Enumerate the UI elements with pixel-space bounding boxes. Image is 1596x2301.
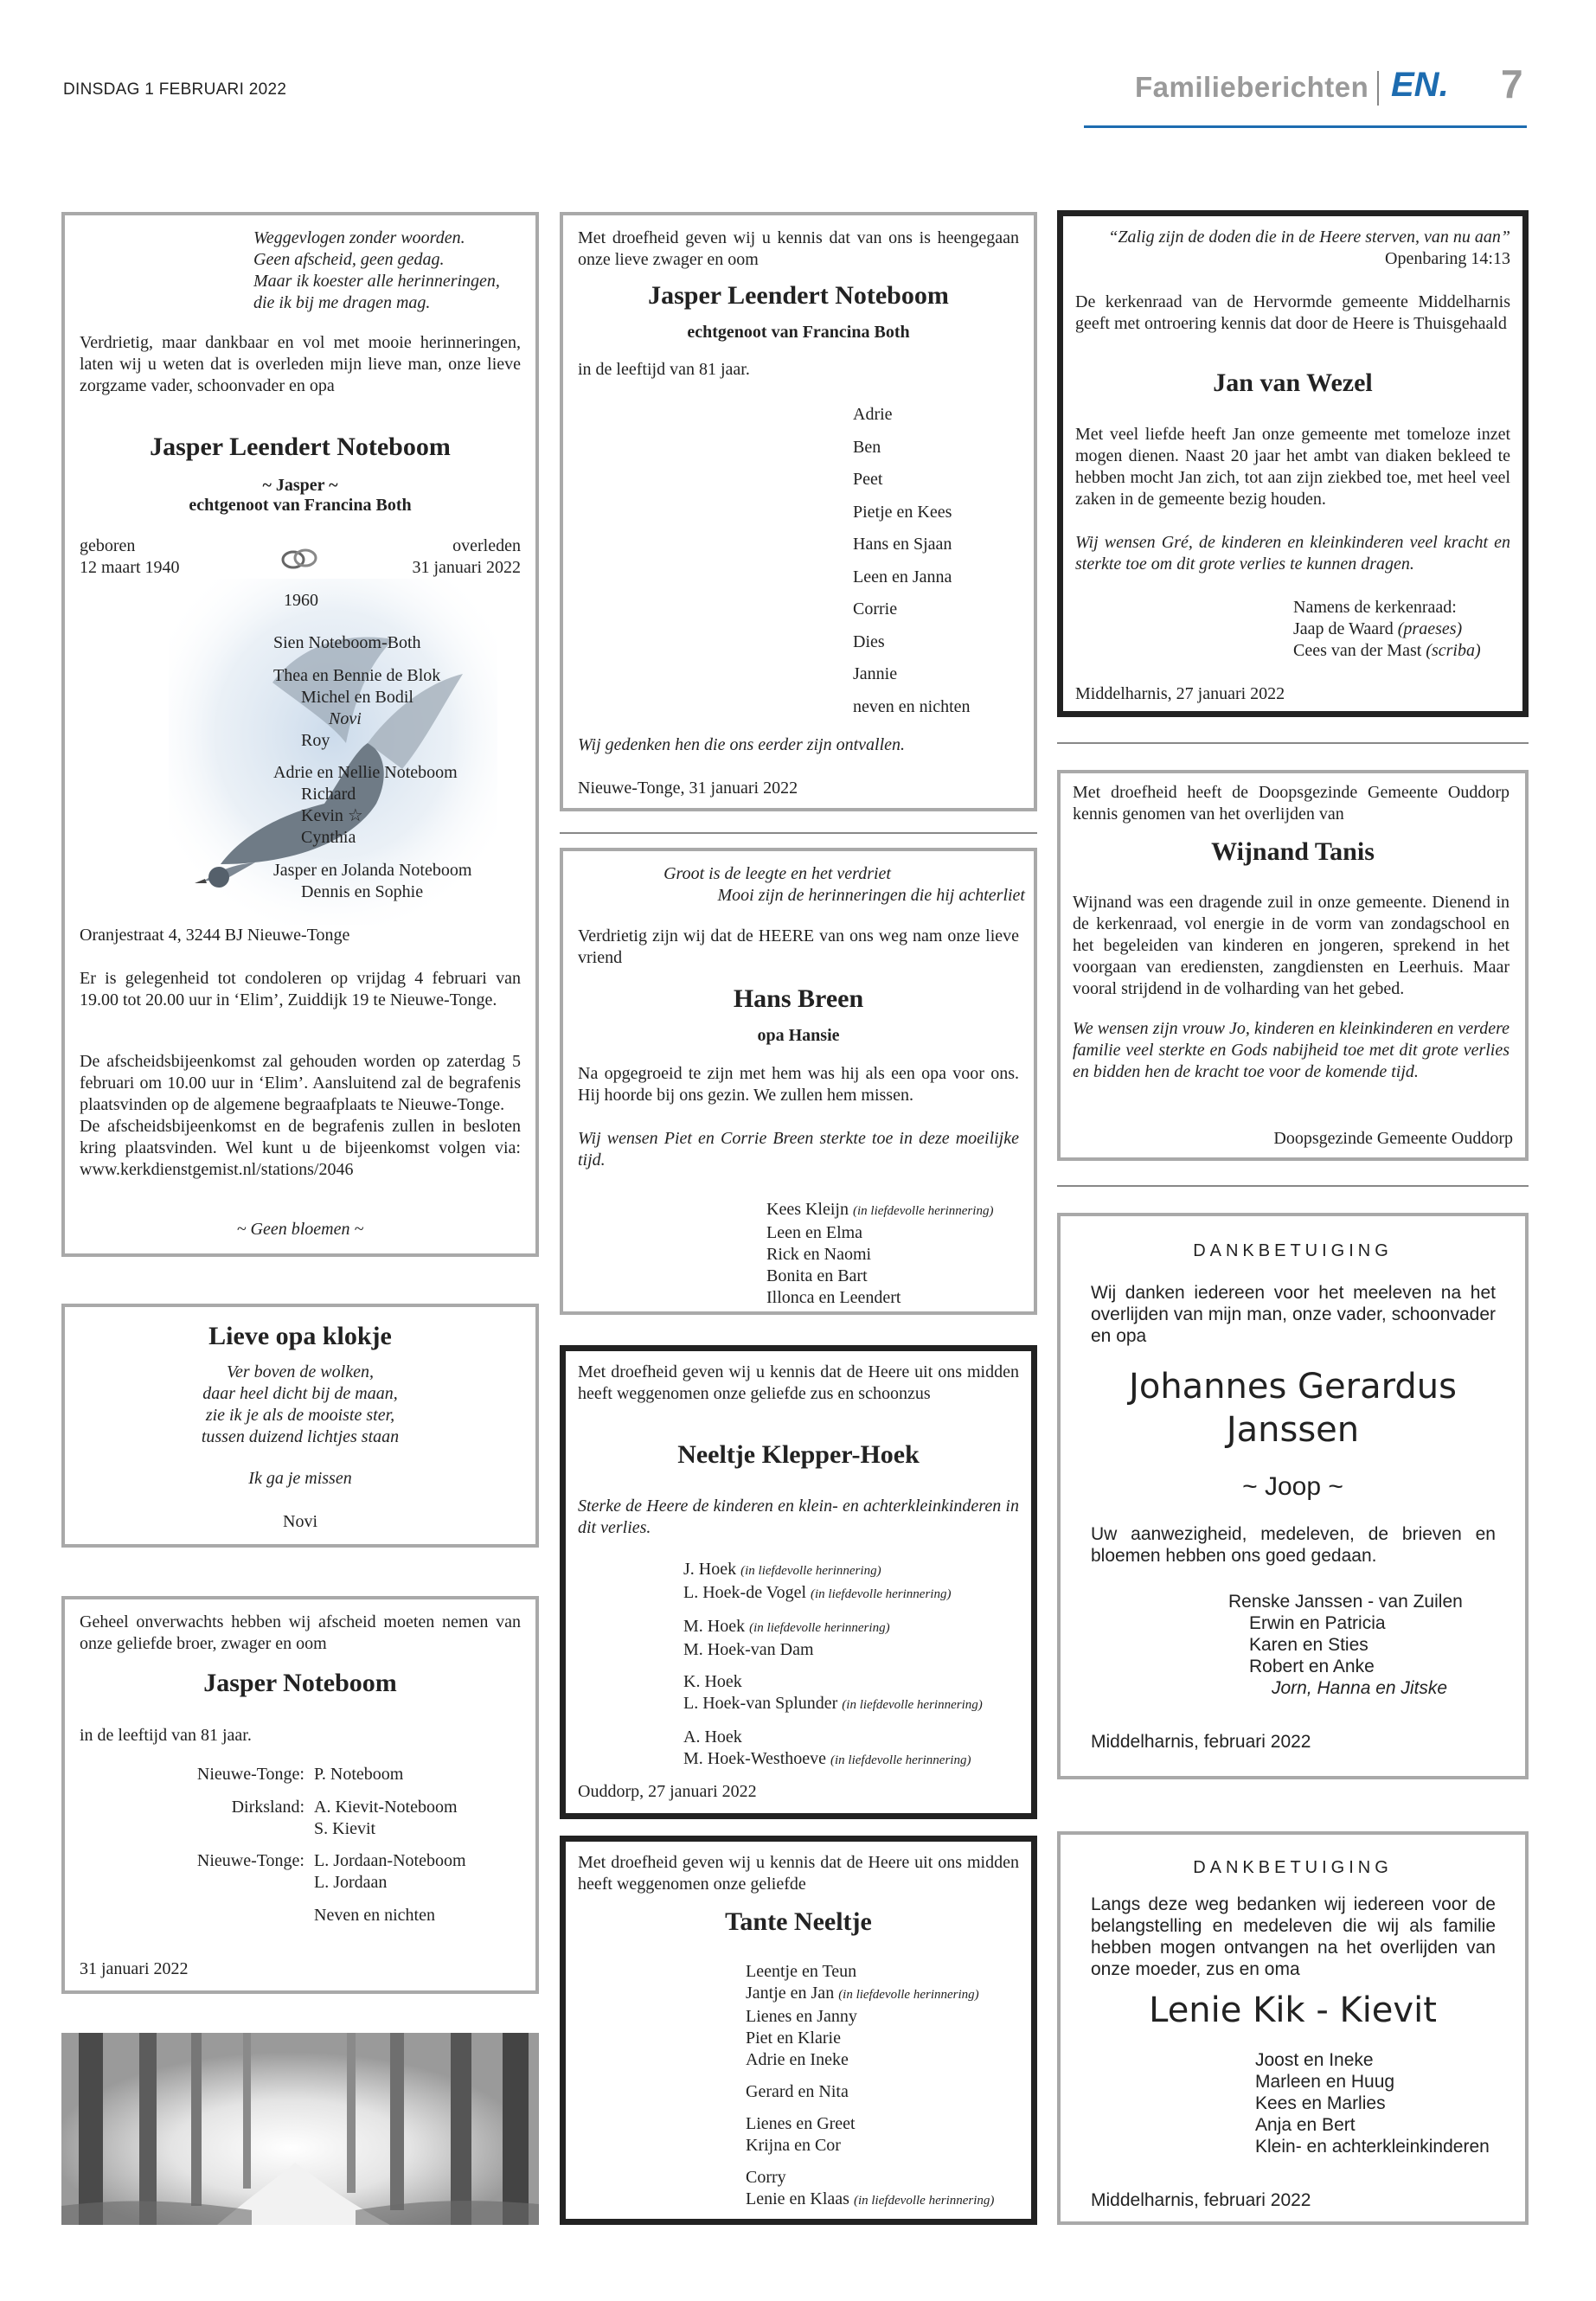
memory-note: (in liefdevolle herinnering) (853, 2194, 995, 2208)
age-line: in de leeftijd van 81 jaar. (578, 360, 750, 379)
signature: Doopsgezinde Gemeente Ouddorp (1273, 1129, 1513, 1148)
married-year: 1960 (284, 591, 318, 610)
deceased-name-first: Johannes Gerardus (1129, 1367, 1457, 1407)
poem-line: die ik bij me dragen mag. (253, 293, 431, 312)
header-divider (1377, 71, 1379, 106)
relative-name: L. Hoek-van Splunder (in liefdevolle herinnering) (683, 1694, 983, 1713)
memory-note: (in liefdevolle herinnering) (852, 1204, 994, 1218)
deceased-name-last: Janssen (1226, 1410, 1360, 1450)
signature-name: Cees van der Mast (scriba) (1293, 641, 1481, 660)
nickname: ~ Joop ~ (1242, 1472, 1343, 1501)
poem-line: daar heel dicht bij de maan, (202, 1384, 398, 1403)
sender-name: Rick en Naomi (766, 1245, 872, 1264)
relative-name: Klein- en achterkleinkinderen (1255, 2137, 1490, 2157)
poem-line: zie ik je als de mooiste ster, (205, 1406, 395, 1425)
relative-name: Hans en Sjaan (853, 535, 952, 554)
sender-name: Robert en Anke (1249, 1657, 1375, 1676)
miss-line: Ik ga je missen (248, 1469, 352, 1488)
grandchild: Richard (301, 785, 356, 804)
deceased-name: Hans Breen (733, 984, 864, 1013)
obituary-neeltje-klepper-hoek (560, 1345, 1037, 1819)
wife-name: Sien Noteboom-Both (273, 633, 421, 652)
relative-name: Krijna en Cor (746, 2136, 841, 2155)
born-date: 12 maart 1940 (80, 558, 180, 577)
address: Oranjestraat 4, 3244 BJ Nieuwe-Tonge (80, 926, 350, 945)
body-text: Met veel liefde heeft Jan onze gemeente met tomeloze inzet mogen dienen. Naast 20 jaar het ambt van diaken bekleed te hebben mocht Jan zich, tot aan zijn ziekbed toe, met heel veel zaken in de gemeente bezig houden. (1075, 425, 1510, 509)
spouse-line: echtgenoot van Francina Both (687, 323, 910, 342)
relative-name: Lienes en Greet (746, 2114, 856, 2133)
sender-name: Kees Kleijn (in liefdevolle herinnering) (766, 1200, 994, 1219)
stream-info: De afscheidsbijeenkomst en de begrafenis zullen in besloten kring plaatsvinden. Wel kunt u de bijeenkomst volgen via: www.kerkdienstgemist.nl/stations/2046 (80, 1117, 521, 1179)
poem-line: Ver boven de wolken, (227, 1362, 374, 1381)
deceased-name: Tante Neeltje (725, 1907, 872, 1936)
deceased-name: Neeltje Klepper-Hoek (677, 1440, 920, 1469)
bible-ref: Openbaring 14:13 (1385, 249, 1510, 268)
signature-role: (scriba) (1426, 641, 1481, 660)
relative-name: Joost en Ineke (1255, 2050, 1374, 2070)
separator (1057, 1185, 1529, 1187)
wedding-rings-icon (279, 547, 320, 571)
relative-name: A. Hoek (683, 1727, 742, 1747)
intro-text: Met droefheid heeft de Doopsgezinde Gemeente Ouddorp kennis genomen van het overlijden van (1073, 783, 1509, 824)
newspaper-logo: EN. (1391, 66, 1449, 104)
place-date: Middelharnis, februari 2022 (1091, 1732, 1311, 1752)
sender-name: Illonca en Leendert (766, 1288, 901, 1307)
farewell-info: De afscheidsbijeenkomst zal gehouden worden op zaterdag 5 februari om 10.00 uur in ‘Elim’. Aansluitend zal de begrafenis plaatsvinden op de algemene begraafplaats te Nieuwe-Tonge. (80, 1052, 521, 1114)
obituary-jan-van-wezel (1057, 210, 1529, 717)
no-flowers: ~ Geen bloemen ~ (236, 1220, 364, 1239)
place-date: Nieuwe-Tonge, 31 januari 2022 (578, 779, 798, 798)
relative-name: M. Hoek-van Dam (683, 1640, 814, 1659)
born-label: geboren (80, 536, 136, 555)
deceased-name: Wijnand Tanis (1211, 837, 1375, 866)
condolence-info: Er is gelegenheid tot condoleren op vrijdag 4 februari van 19.00 tot 20.00 uur in ‘Elim’, Zuiddijk 19 te Nieuwe-Tonge. (80, 969, 521, 1009)
poem-line: tussen duizend lichtjes staan (201, 1427, 400, 1446)
body-text: Na opgegroeid te zijn met hem was hij als een opa voor ons. Hij hoorde bij ons gezin. We zullen hem missen. (578, 1064, 1019, 1105)
place-date: Middelharnis, 27 januari 2022 (1075, 684, 1285, 703)
intro-text: Wij danken iedereen voor het meeleven na het overlijden van mijn man, onze vader, schoonvader en opa (1091, 1283, 1496, 1346)
obituary-jasper-leendert-noteboom-family (61, 212, 539, 1257)
relative-name: Leen en Janna (853, 567, 952, 586)
relative-name: Ben (853, 437, 881, 457)
body-text: Uw aanwezigheid, medeleven, de brieven en bloemen hebben ons goed gedaan. (1091, 1524, 1496, 1566)
sender-name: Erwin en Patricia (1249, 1613, 1386, 1633)
dankbetuiging-heading: DANKBETUIGING (1193, 1858, 1393, 1877)
deceased-name: Jan van Wezel (1213, 369, 1373, 397)
signature-heading: Namens de kerkenraad: (1293, 598, 1457, 617)
signature-role: (praeses) (1397, 619, 1463, 638)
relative-name: neven en nichten (853, 696, 971, 716)
grandchildren: Jorn, Hanna en Jitske (1272, 1678, 1448, 1698)
relative-name: Lienes en Janny (746, 2007, 857, 2026)
sender-name: Bonita en Bart (766, 1266, 868, 1285)
relative-name: L. Jordaan-Noteboom (314, 1851, 466, 1870)
family-3: Jasper en Jolanda Noteboom (273, 861, 472, 880)
relative-name: Corrie (853, 599, 898, 619)
sender-name: Karen en Sties (1249, 1635, 1368, 1655)
nephews-line: Neven en nichten (314, 1906, 435, 1925)
place-label: Nieuwe-Tonge: (196, 1765, 304, 1784)
obituary-jasper-leendert-noteboom-in-laws (560, 212, 1037, 811)
separator (560, 832, 1037, 834)
page-date: DINSDAG 1 FEBRUARI 2022 (63, 80, 287, 99)
place-date: Middelharnis, februari 2022 (1091, 2190, 1311, 2210)
poem-line: Weggevlogen zonder woorden. (253, 228, 465, 247)
died-label: overleden (452, 536, 521, 555)
place-label: Nieuwe-Tonge: (196, 1851, 304, 1870)
deceased-name: Jasper Noteboom (203, 1669, 397, 1697)
intro-text: Met droefheid geven wij u kennis dat de Heere uit ons midden heeft weggenomen onze geliefde zus en schoonzus (578, 1362, 1019, 1403)
separator (1057, 742, 1529, 744)
intro-text: Langs deze weg bedanken wij iedereen voor de belangstelling en medeleven die wij als familie hebben mogen ontvangen na het overlijden van onze moeder, zus en oma (1091, 1894, 1496, 1979)
poem-lieve-opa-klokje (61, 1304, 539, 1548)
relative-name: J. Hoek (in liefdevolle herinnering) (683, 1560, 881, 1579)
relative-name: S. Kievit (314, 1819, 376, 1838)
grandchild: Michel en Bodil (301, 688, 413, 707)
relative-name: Kees en Marlies (1255, 2093, 1386, 2113)
deceased-name: Jasper Leendert Noteboom (648, 281, 949, 310)
relative-name: Jantje en Jan (in liefdevolle herinnering) (746, 1984, 979, 2003)
obituary-wijnand-tanis (1057, 770, 1529, 1161)
relative-name: Corry (746, 2168, 786, 2187)
bible-quote: “Zalig zijn de doden die in de Heere sterven, van nu aan” (1108, 228, 1510, 247)
grandchild: Cynthia (301, 828, 356, 847)
relative-name: P. Noteboom (314, 1765, 404, 1784)
relative-name: Leentje en Teun (746, 1962, 857, 1981)
forest-image (61, 2033, 539, 2225)
relative-name: Pietje en Kees (853, 502, 952, 522)
place-label: Dirksland: (231, 1798, 304, 1817)
age-line: in de leeftijd van 81 jaar. (80, 1726, 252, 1745)
intro-text: Met droefheid geven wij u kennis dat de Heere uit ons midden heeft weggenomen onze geliefde (578, 1853, 1019, 1894)
wish-text: Wij wensen Piet en Corrie Breen sterkte toe in deze moeilijke tijd. (578, 1129, 1019, 1170)
relative-name: Peet (853, 470, 883, 489)
place-date: Ouddorp, 27 januari 2022 (578, 1782, 757, 1801)
thanks-johannes-gerardus-janssen (1057, 1213, 1529, 1779)
memory-note: (in liefdevolle herinnering) (749, 1621, 890, 1635)
grandchild: Dennis en Sophie (301, 882, 424, 901)
relative-name: L. Hoek-de Vogel (in liefdevolle herinnering) (683, 1583, 952, 1602)
memory-note: (in liefdevolle herinnering) (838, 1988, 979, 2002)
family-2: Adrie en Nellie Noteboom (273, 763, 458, 782)
sender-name: Renske Janssen - van Zuilen (1228, 1592, 1463, 1612)
intro-text: De kerkenraad van de Hervormde gemeente Middelharnis geeft met ontroering kennis dat door de Heere is Thuisgehaald (1075, 292, 1510, 333)
intro-text: Met droefheid geven wij u kennis dat van ons is heengegaan onze lieve zwager en oom (578, 228, 1019, 269)
poem-line: Geen afscheid, geen gedag. (253, 250, 445, 269)
poem-line: Groot is de leegte en het verdriet (663, 864, 891, 883)
obituary-hans-breen (560, 848, 1037, 1315)
intro-text: Geheel onverwachts hebben wij afscheid moeten nemen van onze geliefde broer, zwager en oom (80, 1612, 521, 1653)
relative-name: Anja en Bert (1255, 2115, 1356, 2135)
relative-name: A. Kievit-Noteboom (314, 1798, 458, 1817)
memory-note: (in liefdevolle herinnering) (811, 1587, 952, 1601)
relative-name: M. Hoek-Westhoeve (in liefdevolle herinnering) (683, 1749, 971, 1768)
grandchild: Roy (301, 731, 330, 750)
wish-text: Wij wensen Gré, de kinderen en kleinkinderen veel kracht en sterkte toe om dit grote verlies te kunnen dragen. (1075, 533, 1510, 574)
relative-name: Marleen en Huug (1255, 2072, 1395, 2092)
deceased-name: Jasper Leendert Noteboom (150, 433, 451, 461)
relative-name: K. Hoek (683, 1672, 742, 1691)
relative-name: Dies (853, 631, 885, 651)
relative-name: M. Hoek (in liefdevolle herinnering) (683, 1617, 890, 1636)
family-1: Thea en Bennie de Blok (273, 666, 441, 685)
relative-name: L. Jordaan (314, 1873, 388, 1892)
relative-name: Jannie (853, 664, 898, 683)
poem-line: Mooi zijn de herinneringen die hij achterliet (717, 886, 1025, 905)
memory-note: (in liefdevolle herinnering) (830, 1753, 971, 1767)
great-grandchild: Novi (329, 709, 362, 728)
signed-by: Novi (283, 1512, 317, 1531)
deceased-name: Lenie Kik - Kievit (1149, 1990, 1437, 2030)
grandchild: Kevin ☆ (301, 806, 363, 825)
wish-text: Sterke de Heere de kinderen en klein- en achterkleinkinderen in dit verlies. (578, 1497, 1019, 1537)
thanks-lenie-kik-kievit (1057, 1831, 1529, 2225)
nickname: opa Hansie (757, 1026, 840, 1045)
memory-note: (in liefdevolle herinnering) (740, 1564, 881, 1578)
wish-text: We wensen zijn vrouw Jo, kinderen en kleinkinderen en verdere familie veel sterkte en Gods nabijheid toe met dit grote verlies en bidden hen de kracht toe voor de komende tijd. (1073, 1019, 1509, 1081)
header-rule (1084, 125, 1527, 128)
poem-line: Maar ik koester alle herinneringen, (253, 272, 500, 291)
relative-name: Adrie en Ineke (746, 2050, 849, 2069)
relative-name: Lenie en Klaas (in liefdevolle herinnering) (746, 2189, 995, 2208)
poem-title: Lieve opa klokje (208, 1322, 392, 1350)
obituary-tante-neeltje (560, 1836, 1037, 2225)
intro-text: Verdrietig, maar dankbaar en vol met mooie herinneringen, laten wij u weten dat is overleden mijn lieve man, onze lieve zorgzame vader, schoonvader en opa (80, 333, 521, 395)
relative-name: Adrie (853, 405, 893, 424)
section-title: Familieberichten (1135, 71, 1369, 103)
memory-note: (in liefdevolle herinnering) (842, 1698, 983, 1712)
died-date: 31 januari 2022 (412, 558, 521, 577)
spouse-line: echtgenoot van Francina Both (189, 496, 412, 515)
relative-name: Gerard en Nita (746, 2082, 849, 2101)
relative-name: Piet en Klarie (746, 2029, 841, 2048)
body-text: Wijnand was een dragende zuil in onze gemeente. Dienend in de kerkenraad, vol energie in de vorm van zondagschool en het begeleiden van kinderen en jongeren, sprekend in het voorgaan van erediensten, zangdiensten en Leerhuis. Maar vooral strijdend in de volharding van het gebed. (1073, 893, 1509, 998)
intro-text: Verdrietig zijn wij dat de HEERE van ons weg nam onze lieve vriend (578, 926, 1019, 967)
remember-line: Wij gedenken hen die ons eerder zijn ontvallen. (578, 735, 906, 754)
signature-name: Jaap de Waard (praeses) (1293, 619, 1463, 638)
ad-date: 31 januari 2022 (80, 1959, 189, 1978)
nickname: ~ Jasper ~ (262, 476, 338, 495)
forest-photo (61, 2033, 539, 2225)
obituary-jasper-noteboom-siblings (61, 1596, 539, 1994)
dankbetuiging-heading: DANKBETUIGING (1193, 1241, 1393, 1260)
page-number: 7 (1501, 61, 1523, 106)
sender-name: Leen en Elma (766, 1223, 863, 1242)
